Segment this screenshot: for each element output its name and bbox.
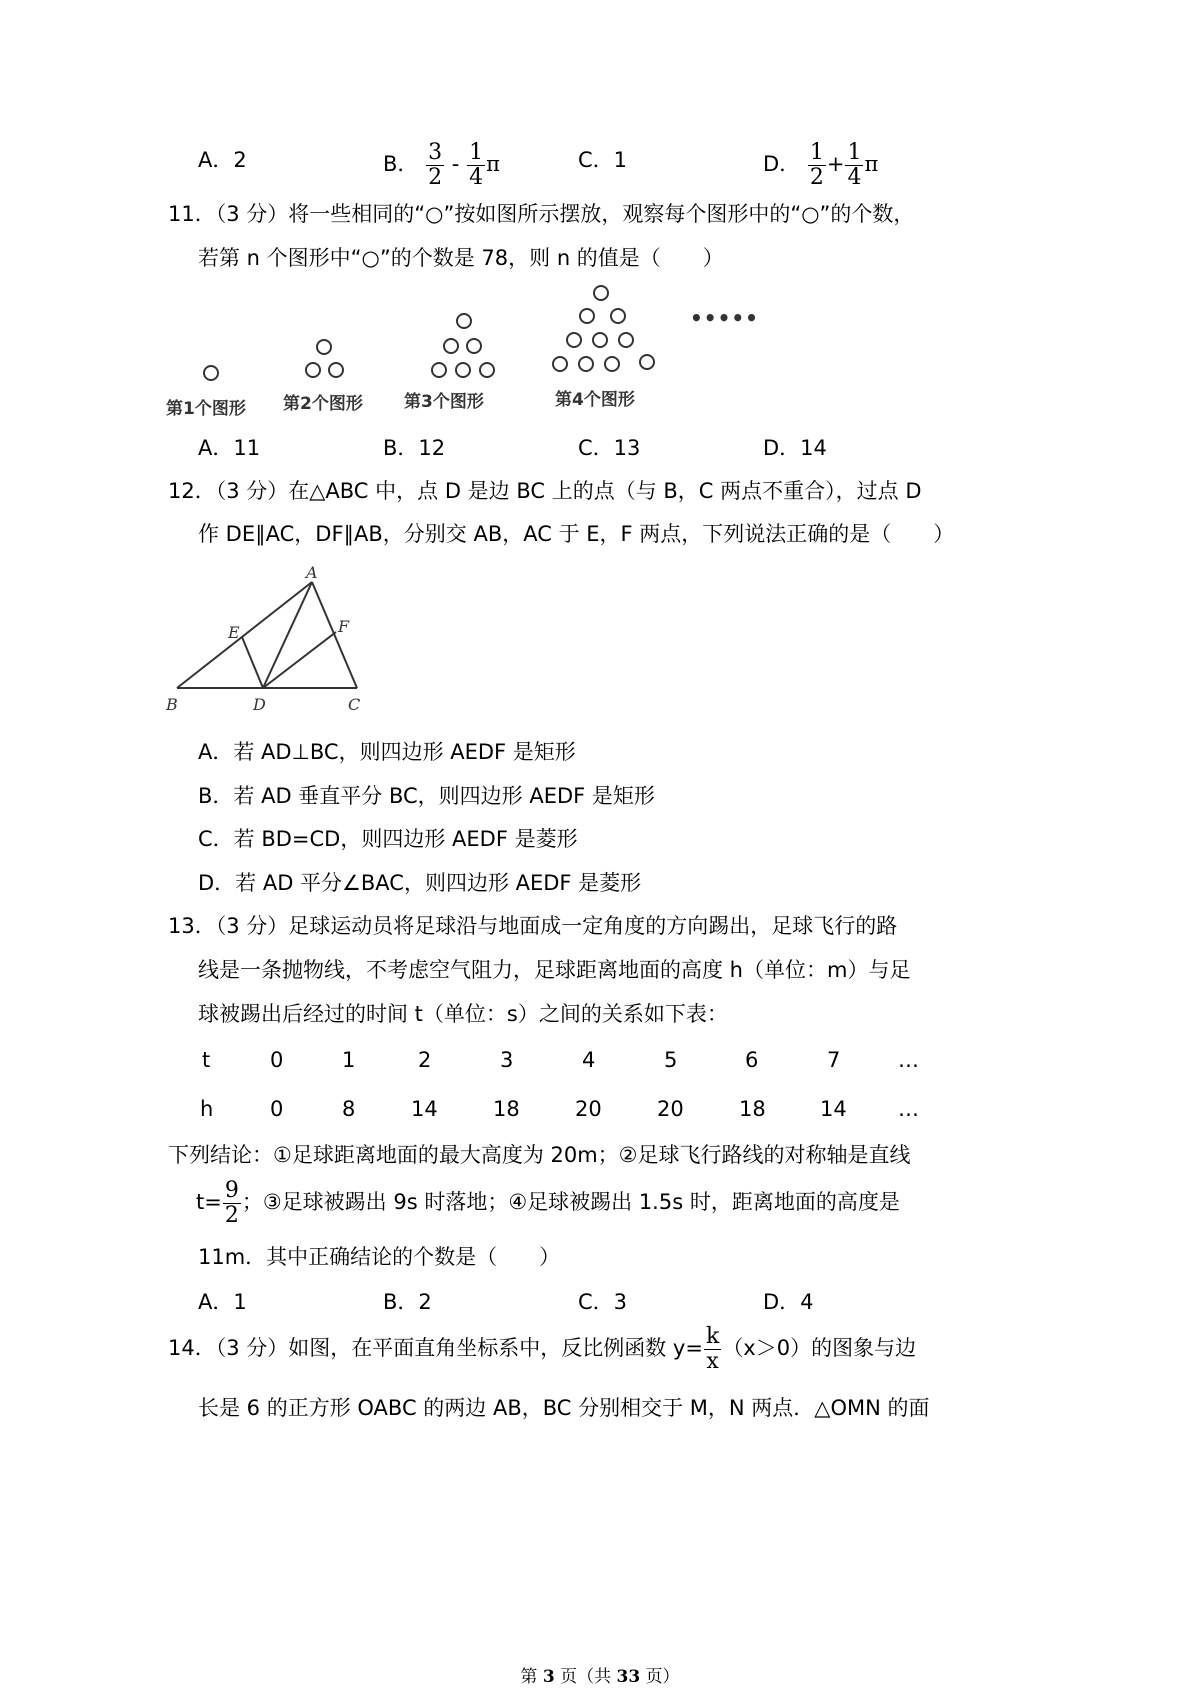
line5-rest: ；③足球被踢出 9s 时落地；④足球被踢出 1.5s 时，距离地面的高度是 — [241, 1190, 900, 1214]
circle-icon — [592, 332, 608, 348]
circle-icon — [610, 308, 626, 324]
circle-icon — [431, 362, 447, 378]
table-cell: 0 — [270, 1097, 284, 1121]
circle-icon — [479, 362, 495, 378]
q13-line3: 球被踢出后经过的时间 t（单位：s）之间的关系如下表： — [198, 1002, 728, 1026]
circle-icon — [579, 308, 595, 324]
q10-option-d — [763, 140, 878, 190]
option-label: B． — [383, 1290, 419, 1314]
option-label: C． — [578, 436, 614, 460]
denominator: 2 — [809, 164, 824, 190]
circle-icon — [566, 332, 582, 348]
fraction — [808, 141, 826, 190]
fraction — [845, 141, 863, 190]
q14-line2: 长是 6 的正方形 OABC 的两边 AB，BC 分别相交于 M，N 两点．△OMN 的面 — [198, 1396, 930, 1420]
table-cell: 1 — [342, 1048, 356, 1072]
q12-option-d: D．若 AD 平分∠BAC，则四边形 AEDF 是菱形 — [198, 871, 642, 895]
ellipsis-dots: ••••• — [690, 306, 759, 330]
point-label-a: A — [306, 563, 318, 582]
table-cell: 5 — [664, 1048, 678, 1072]
fraction — [223, 1179, 241, 1228]
figure-label-3: 第3个图形 — [404, 392, 484, 412]
numerator: 9 — [224, 1177, 239, 1203]
q12-line1: 12．（3 分）在△ABC 中，点 D 是边 BC 上的点（与 B，C 两点不重合），过点 D — [168, 479, 922, 503]
denominator: 2 — [428, 164, 443, 190]
q12-line2: 作 DE∥AC，DF∥AB，分别交 AB，AC 于 E，F 两点，下列说法正确的是（ ） — [198, 522, 955, 546]
numerator: 1 — [469, 139, 484, 165]
point-label-c: C — [348, 695, 361, 714]
option-label: A． — [198, 148, 234, 172]
table-cell: 18 — [739, 1097, 766, 1121]
table-cell: 2 — [418, 1048, 432, 1072]
circle-icon — [305, 362, 321, 378]
q10-option-c — [578, 146, 627, 174]
q13-line2: 线是一条抛物线，不考虑空气阻力，足球距离地面的高度 h（单位：m）与足 — [198, 958, 911, 982]
q12-option-b: B．若 AD 垂直平分 BC，则四边形 AEDF 是矩形 — [198, 784, 655, 808]
option-text: 1 — [613, 148, 628, 172]
minus-sign: - — [451, 152, 460, 176]
q13-line4: 下列结论：①足球距离地面的最大高度为 20m；②足球飞行路线的对称轴是直线 — [168, 1143, 911, 1167]
option-label: B． — [383, 152, 419, 176]
numerator: k — [705, 1323, 720, 1349]
circle-icon — [618, 332, 634, 348]
option-text: 3 — [613, 1290, 628, 1314]
figure-label-1: 第1个图形 — [166, 399, 246, 419]
circle-icon — [455, 362, 471, 378]
fraction — [704, 1325, 721, 1374]
option-label: A． — [198, 436, 234, 460]
option-text: 11 — [233, 436, 261, 460]
segment-df — [263, 632, 336, 688]
numerator: 3 — [428, 139, 443, 165]
segment-ad — [263, 582, 312, 688]
side-ab — [177, 582, 312, 688]
point-label-b: B — [166, 695, 178, 714]
footer-mid: 页（共 — [554, 1667, 617, 1687]
table-cell: … — [898, 1048, 919, 1072]
numerator: 1 — [809, 139, 824, 165]
fraction — [426, 141, 444, 190]
line5-prefix: t= — [196, 1190, 222, 1214]
page-number: 3 — [542, 1667, 555, 1687]
option-text: 4 — [800, 1290, 814, 1314]
q14-line1-prefix: 14．（3 分）如图，在平面直角坐标系中，反比例函数 y= — [168, 1336, 703, 1360]
q11-option-a — [198, 434, 260, 462]
numerator: 1 — [847, 139, 862, 165]
q11-option-c — [578, 434, 640, 462]
plus-sign: + — [826, 152, 845, 176]
q13-option-c — [578, 1288, 627, 1316]
table-cell: 20 — [657, 1097, 684, 1121]
denominator: 4 — [847, 164, 862, 190]
denominator: 4 — [469, 164, 484, 190]
footer-post: 页） — [640, 1667, 680, 1687]
circle-icon — [443, 338, 459, 354]
q11-line1: 11．（3 分）将一些相同的“○”按如图所示摆放，观察每个图形中的“○”的个数， — [168, 202, 915, 226]
circle-icon — [328, 362, 344, 378]
table-cell: 0 — [270, 1048, 284, 1072]
q14-line1 — [168, 1322, 916, 1374]
table-header-t: t — [202, 1048, 211, 1072]
q13-option-b — [383, 1288, 432, 1316]
pi-symbol: π — [864, 152, 879, 176]
point-label-d: D — [253, 695, 266, 714]
table-cell: … — [898, 1097, 919, 1121]
page-footer — [0, 1662, 1200, 1687]
table-cell: 7 — [827, 1048, 841, 1072]
q11-line2: 若第 n 个图形中“○”的个数是 78，则 n 的值是（ ） — [198, 246, 724, 270]
triangle-diagram — [160, 560, 380, 720]
figure-label-2: 第2个图形 — [283, 394, 363, 414]
q11-option-b — [383, 434, 445, 462]
q13-line1: 13．（3 分）足球运动员将足球沿与地面成一定角度的方向踢出，足球飞行的路 — [168, 914, 898, 938]
option-label: C． — [578, 148, 614, 172]
circle-icon — [316, 339, 332, 355]
option-text: 2 — [233, 148, 247, 172]
table-cell: 8 — [342, 1097, 356, 1121]
q13-line6: 11m．其中正确结论的个数是（ ） — [198, 1245, 561, 1269]
pi-symbol: π — [486, 152, 500, 176]
option-text: 12 — [418, 436, 446, 460]
q10-option-b — [383, 140, 500, 190]
option-text: 1 — [233, 1290, 247, 1314]
option-label: D． — [763, 436, 801, 460]
point-label-e: E — [228, 623, 240, 642]
table-cell: 14 — [411, 1097, 438, 1121]
denominator: 2 — [224, 1202, 239, 1228]
q12-option-a: A．若 AD⊥BC，则四边形 AEDF 是矩形 — [198, 740, 576, 764]
option-label: B． — [383, 436, 419, 460]
q13-option-d — [763, 1288, 814, 1316]
denominator: x — [706, 1348, 719, 1374]
option-text: 2 — [418, 1290, 432, 1314]
side-ac — [312, 582, 357, 688]
table-cell: 6 — [745, 1048, 759, 1072]
circle-icon — [604, 356, 620, 372]
circle-icon — [466, 338, 482, 354]
circle-icon — [203, 365, 219, 381]
q10-option-a — [198, 146, 247, 174]
circle-icon — [552, 356, 568, 372]
option-label: D． — [763, 1290, 801, 1314]
option-label: D． — [763, 152, 801, 176]
table-header-h: h — [200, 1097, 214, 1121]
point-label-f: F — [338, 617, 350, 636]
footer-pre: 第 — [520, 1667, 543, 1687]
option-text: 13 — [613, 436, 641, 460]
table-cell: 18 — [493, 1097, 520, 1121]
q14-line1-suffix: （x＞0）的图象与边 — [722, 1336, 917, 1360]
q12-option-c: C．若 BD=CD，则四边形 AEDF 是菱形 — [198, 827, 578, 851]
figure-label-4: 第4个图形 — [555, 390, 635, 410]
segment-de — [242, 637, 263, 688]
fraction — [467, 141, 485, 190]
option-label: A． — [198, 1290, 234, 1314]
q13-option-a — [198, 1288, 247, 1316]
total-pages: 33 — [616, 1667, 641, 1687]
option-label: C． — [578, 1290, 614, 1314]
circle-icon — [456, 313, 472, 329]
table-cell: 14 — [820, 1097, 847, 1121]
circle-icon — [639, 354, 655, 370]
q11-option-d — [763, 434, 827, 462]
table-cell: 4 — [582, 1048, 596, 1072]
q13-line5 — [196, 1176, 900, 1228]
table-cell: 3 — [500, 1048, 514, 1072]
circle-icon — [578, 356, 594, 372]
option-text: 14 — [800, 436, 827, 460]
circle-icon — [593, 285, 609, 301]
table-cell: 20 — [575, 1097, 602, 1121]
